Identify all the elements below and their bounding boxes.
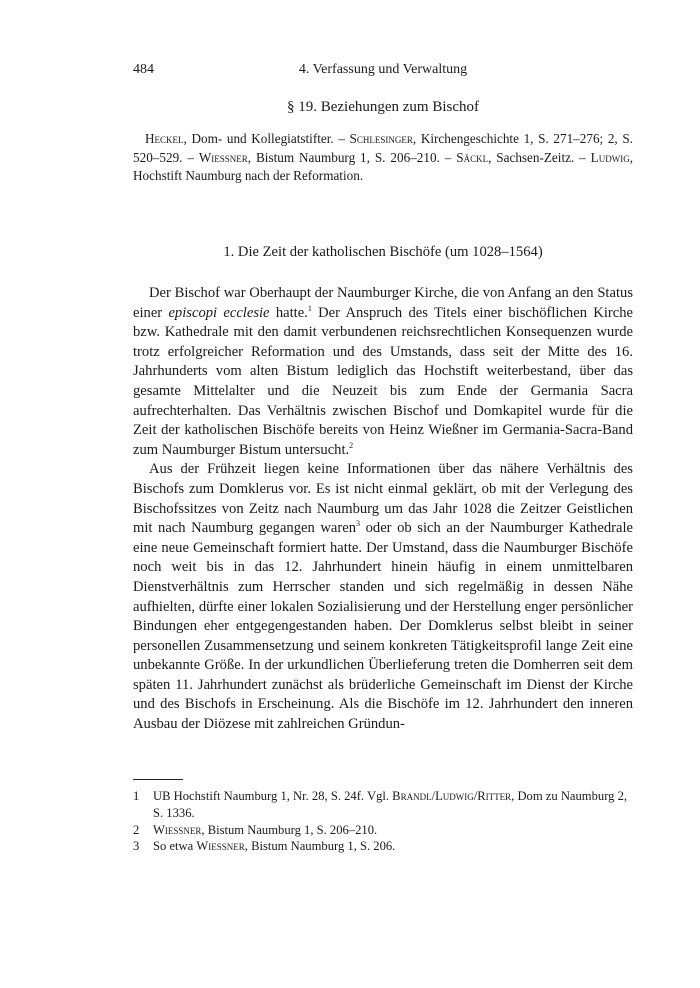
text-run: , Bistum Naumburg 1, S. 206–210. xyxy=(201,822,378,837)
footnote-author: Wiessner xyxy=(153,822,202,837)
text-run: hatte. xyxy=(269,304,308,321)
bib-ref: , Kirchengeschichte 1, S. 271–276; 2, S. 520–529. – xyxy=(133,131,633,165)
footnote-number: 2 xyxy=(133,822,140,837)
bib-author: Wiessner xyxy=(198,149,248,165)
bib-author: Ludwig xyxy=(590,149,630,165)
footnotes xyxy=(133,788,633,855)
text-run: Der Anspruch des Titels einer bischöflichen Kirche bzw. Kathedrale mit den damit verbundenen reichsrechtlichen Konsequenzen wurde trotz erfolgreicher Reformation und des Umstands, dass seit der Mitte des 16. Jahrhunderts vom alten Bistum lediglich das Hochstift weiterbestand, über das gesamte Mittelalter und die Neuzeit bis zum Ende der Germania Sacra aufrechterhalten. Das Verhältnis zwischen Bischof und Domkapitel wurde für die Zeit der katholischen Bischöfe bereits von Heinz Wießner im Germania-Sacra-Band zum Naumburger Bistum untersucht. xyxy=(133,304,633,458)
bib-ref: , Bistum Naumburg 1, S. 206–210. – xyxy=(247,149,457,165)
footnote-number: 1 xyxy=(133,789,140,803)
footnote-ref: 3 xyxy=(356,519,361,529)
footnote xyxy=(133,822,633,839)
text-run: , Dom zu Naumburg 2, S. 1336. xyxy=(153,789,628,820)
running-head xyxy=(133,60,633,80)
text-run: Der Bischof war Oberhaupt der Naumburger Kirche, die von Anfang an den Status einer xyxy=(133,285,633,321)
footnote-number: 3 xyxy=(133,839,140,854)
subsection-heading: 1. Die Zeit der katholischen Bischöfe (um 1028–1564) xyxy=(223,244,543,260)
footnote-author: Wiessner xyxy=(196,839,245,854)
footnote-ref: 2 xyxy=(349,440,354,450)
chapter-title: 4. Verfassung und Verwaltung xyxy=(298,62,468,77)
text-run: oder ob sich an der Naumburger Kathedrale eine neue Gemeinschaft formiert hatte. Der Umstand, dass die Naumburger Bischöfe noch weit bis in das 12. Jahrhundert hinein häufig in einem unmittelbaren Dienstverhältnis zum Herrscher standen und sich regelmäßig in dessen Nähe aufhielten, dürfte einer lokalen Sozialisierung und der Herstellung enger persönlicher Bindungen eher entgegengestanden haben. Der Domklerus selbst bleibt in seiner personellen Zusammensetzung und seinem konkreten Tätigkeitsprofil lange Zeit eine unbekannte Größe. In der urkundlichen Überlieferung treten die Domherren seit dem späten 11. Jahrhundert zunächst als brüderliche Gemeinschaft im Dienst der Kirche und des Bischofs in Erscheinung. Als die Bischöfe im 12. Jahrhundert den inneren Ausbau der Diözese mit zahlreichen Gründun- xyxy=(133,520,633,733)
page-number: 484 xyxy=(133,62,154,77)
bib-author: Säckl xyxy=(456,149,489,165)
footnote-author: Brandl/Ludwig/Ritter xyxy=(392,789,512,803)
bibliography-text xyxy=(133,130,633,186)
bib-ref: , Hochstift Naumburg nach der Reformation. xyxy=(133,149,633,184)
footnote xyxy=(133,838,633,855)
bibliography-block xyxy=(133,130,633,186)
paragraph xyxy=(133,460,633,734)
body-text xyxy=(133,284,633,735)
bib-author: Schlesinger xyxy=(349,131,413,146)
footnote-ref: 1 xyxy=(307,303,312,313)
bib-ref: , Sachsen-Zeitz. – xyxy=(488,149,591,165)
footnote-divider xyxy=(133,779,183,780)
italic-term: episcopi ecclesie xyxy=(168,304,270,321)
paragraph xyxy=(133,284,633,460)
bib-author: Heckel xyxy=(145,131,184,146)
text-run: So etwa xyxy=(153,839,197,854)
bib-ref: , Dom- und Kollegiatstifter. – xyxy=(183,131,350,146)
text-run: , Bistum Naumburg 1, S. 206. xyxy=(244,839,396,854)
text-run: UB Hochstift Naumburg 1, Nr. 28, S. 24f. Vgl. xyxy=(153,789,393,803)
section-title: § 19. Beziehungen zum Bischof xyxy=(286,99,480,115)
text-run: Aus der Frühzeit liegen keine Informationen über das nähere Verhältnis des Bischofs zum Domklerus vor. Es ist nicht einmal geklärt, ob mit der Verlegung des Bischofssitzes von Zeitz nach Naumburg um das Jahr 1028 die Zeitzer Geistlichen mit nach Naumburg gegangen waren xyxy=(133,461,633,537)
footnote xyxy=(133,788,633,822)
